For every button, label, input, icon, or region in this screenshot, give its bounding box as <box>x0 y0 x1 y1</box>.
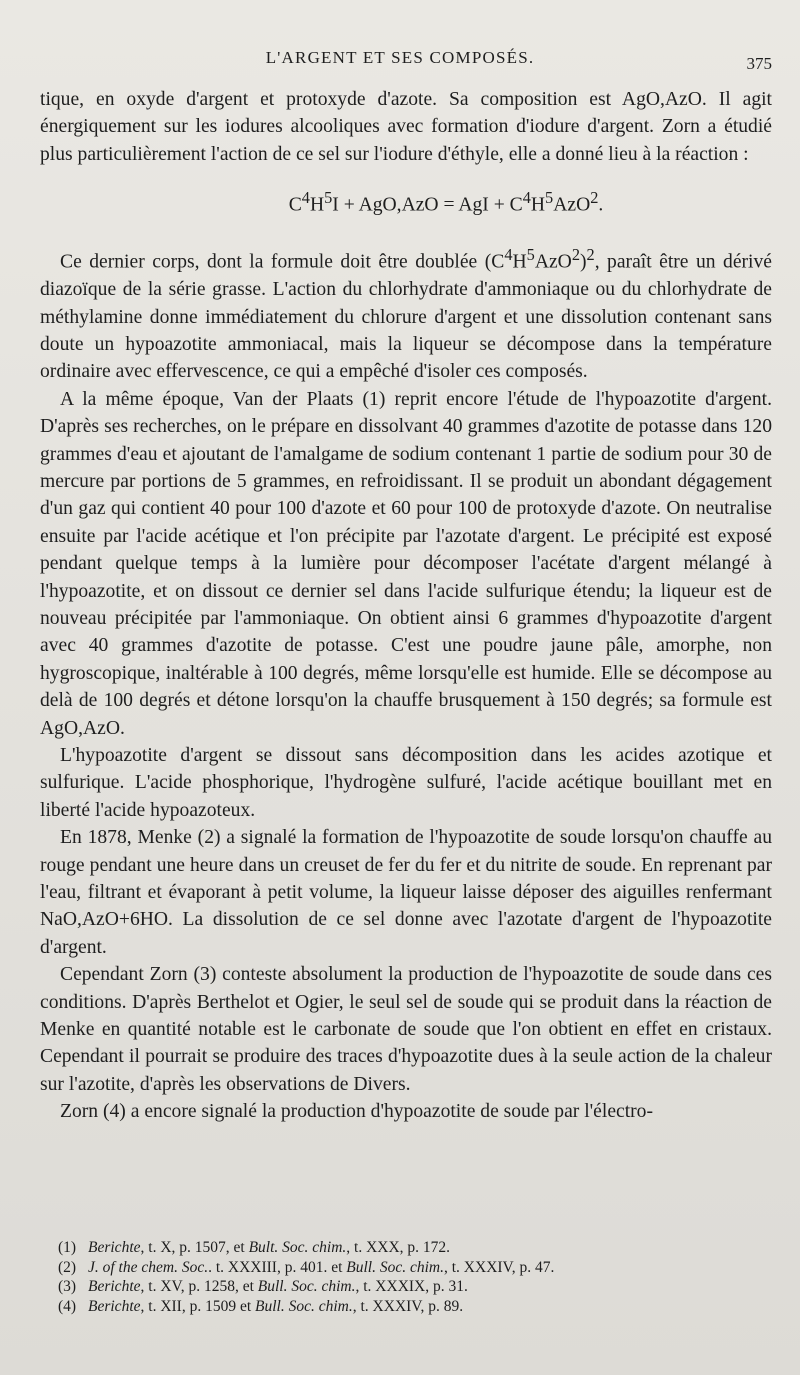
footnote-marker: (1) <box>58 1239 77 1256</box>
footnotes <box>58 1238 758 1316</box>
body-text <box>40 86 772 1126</box>
formula-superscript: 2 <box>586 245 595 265</box>
journal-title: Bull. Soc. chim. <box>257 1278 356 1296</box>
text-run: , paraît être un dérivé diazoïque de la série grasse. L'action du chlorhydrate d'ammoniaque ou du chlorhydrate de méthylamine donne immédiatement du chlorure d'argent et une dissolution contenant sans doute un hypoazotite ammoniacal, mais la liqueur se décompose dans la température ordinaire avec effervescence, ce qui a empêché d'isoler ces composés. <box>40 251 772 383</box>
formula-superscript: 5 <box>324 188 333 208</box>
citation-text: , t. XXXIV, p. 47. <box>444 1258 555 1276</box>
paragraph-7: Zorn (4) a encore signalé la production d'hypoazotite de soude par l'électro- <box>60 1101 654 1123</box>
formula-part: AzO <box>553 194 591 216</box>
formula-part: H <box>530 194 546 216</box>
page-number: 375 <box>746 54 772 73</box>
paragraph-5: En 1878, Menke (2) a signalé la formation de l'hypoazotite de soude lorsqu'on chauffe au rouge pendant une heure dans un creuset de fer du fer et du nitrite de soude. En reprenant par l'eau, filtrant et évaporant à petit volume, la liqueur laisse déposer des aiguilles renfermant NaO,AzO+6HO. La dissolution de ce sel donne avec l'azotate d'argent de l'hypoazotite d'argent. <box>40 827 772 958</box>
formula-part: I + AgO,AzO = AgI + C <box>332 194 523 216</box>
running-head: L'ARGENT ET SES COMPOSÉS. <box>265 48 535 67</box>
journal-title: Bull. Soc. chim. <box>346 1258 444 1276</box>
footnote-text <box>88 1277 468 1297</box>
text-run: ) <box>579 251 587 273</box>
journal-title: J. of the chem. Soc. <box>88 1258 209 1276</box>
formula-part: . <box>598 194 604 216</box>
citation-text: , t. X, p. 1507, et <box>140 1239 249 1256</box>
formula-part: C <box>288 194 302 216</box>
paragraph-4: L'hypoazotite d'argent se dissout sans décomposition dans les acides azotique et sulfurique. L'acide phosphorique, l'hydrogène sulfuré, l'acide acétique bouillant met en liberté l'acide hypoazoteux. <box>40 745 772 821</box>
formula-superscript: 5 <box>545 188 554 208</box>
paragraph-6: Cependant Zorn (3) conteste absolument la production de l'hypoazotite de soude dans ces conditions. D'après Berthelot et Ogier, le seul sel de soude qui se produit dans la réaction de Menke en quantité notable est le carbonate de soude que l'on obtient en effet en cristaux. Cependant il pourrait se produire des traces d'hypoazotite dues à la seule action de la chaleur sur l'azotite, d'après les observations de Divers. <box>40 964 772 1095</box>
text-run: Ce dernier corps, dont la formule doit être doublée (C <box>60 251 505 273</box>
footnote-text <box>88 1238 450 1258</box>
journal-title: Berichte <box>88 1297 141 1315</box>
formula-part: H <box>309 194 325 216</box>
citation-text: , t. XXX, p. 172. <box>346 1239 451 1256</box>
footnote-text <box>88 1258 554 1278</box>
paragraph-1: tique, en oxyde d'argent et protoxyde d'azote. Sa composition est AgO,AzO. Il agit énergiquement sur les iodures alcooliques avec formation d'iodure d'argent. Zorn a étudié plus particulièrement l'action de ce sel sur l'iodure d'éthyle, elle a donné lieu à la réaction : <box>40 89 772 165</box>
paragraph-3: A la même époque, Van der Plaats (1) reprit encore l'étude de l'hypoazotite d'argent. D'après ses recherches, on le prépare en dissolvant 40 grammes d'azotite de potasse dans 120 grammes d'eau et ajoutant de l'amalgame de sodium contenant 1 partie de sodium pour 30 de mercure par portions de 5 grammes, en refroidissant. Il se produit un abondant dégagement d'un gaz qui contient 40 pour 100 d'azote et 60 pour 100 de protoxyde d'azote. On neutralise ensuite par l'acide acétique et l'on précipite par l'azotate d'argent. Le précipité est exposé pendant quelque temps à la lumière pour décomposer l'acétate d'argent mélangé à l'hypoazotite, et on dissout ce dernier sel dans l'acide sulfurique étendu; la liqueur est de nouveau précipitée par l'ammoniaque. On obtient ainsi 6 grammes d'hypoazotite d'argent avec 40 grammes d'azotite de potasse. C'est une poudre jaune pâle, amorphe, non hygroscopique, inaltérable à 100 degrés, même lorsqu'elle est humide. Elle se décompose au delà de 100 degrés et détone lorsqu'on la chauffe brusquement à 150 degrés; sa formule est AgO,AzO. <box>40 388 772 739</box>
page-header <box>0 48 800 74</box>
journal-title: Berichte <box>88 1278 141 1296</box>
journal-title: Bult. Soc. chim. <box>248 1239 347 1256</box>
footnote-marker: (4) <box>58 1297 77 1315</box>
formula-superscript: 2 <box>571 245 580 265</box>
formula-superscript: 4 <box>522 188 531 208</box>
chemical-equation <box>40 184 772 219</box>
text-run: H <box>512 251 527 273</box>
citation-text: , t. XXXIV, p. 89. <box>352 1297 464 1315</box>
footnote-2 <box>58 1258 758 1278</box>
citation-text: , t. XXXIX, p. 31. <box>355 1278 468 1296</box>
citation-text: . t. XXXIII, p. 401. et <box>208 1258 347 1276</box>
formula-superscript: 4 <box>301 188 310 208</box>
journal-title: Bull. Soc. chim. <box>255 1297 353 1315</box>
footnote-1 <box>58 1238 758 1258</box>
footnote-3 <box>58 1277 758 1297</box>
footnote-text <box>88 1297 463 1317</box>
footnote-marker: (3) <box>58 1278 77 1296</box>
formula-superscript: 4 <box>504 245 513 265</box>
footnote-4 <box>58 1297 758 1317</box>
paragraph-2 <box>40 241 772 386</box>
formula-superscript: 5 <box>526 245 535 265</box>
journal-title: Berichte <box>88 1239 141 1256</box>
footnote-marker: (2) <box>58 1258 77 1276</box>
citation-text: , t. XII, p. 1509 et <box>140 1297 256 1315</box>
text-run: AzO <box>534 251 572 273</box>
formula-superscript: 2 <box>590 188 599 208</box>
citation-text: , t. XV, p. 1258, et <box>140 1278 258 1296</box>
